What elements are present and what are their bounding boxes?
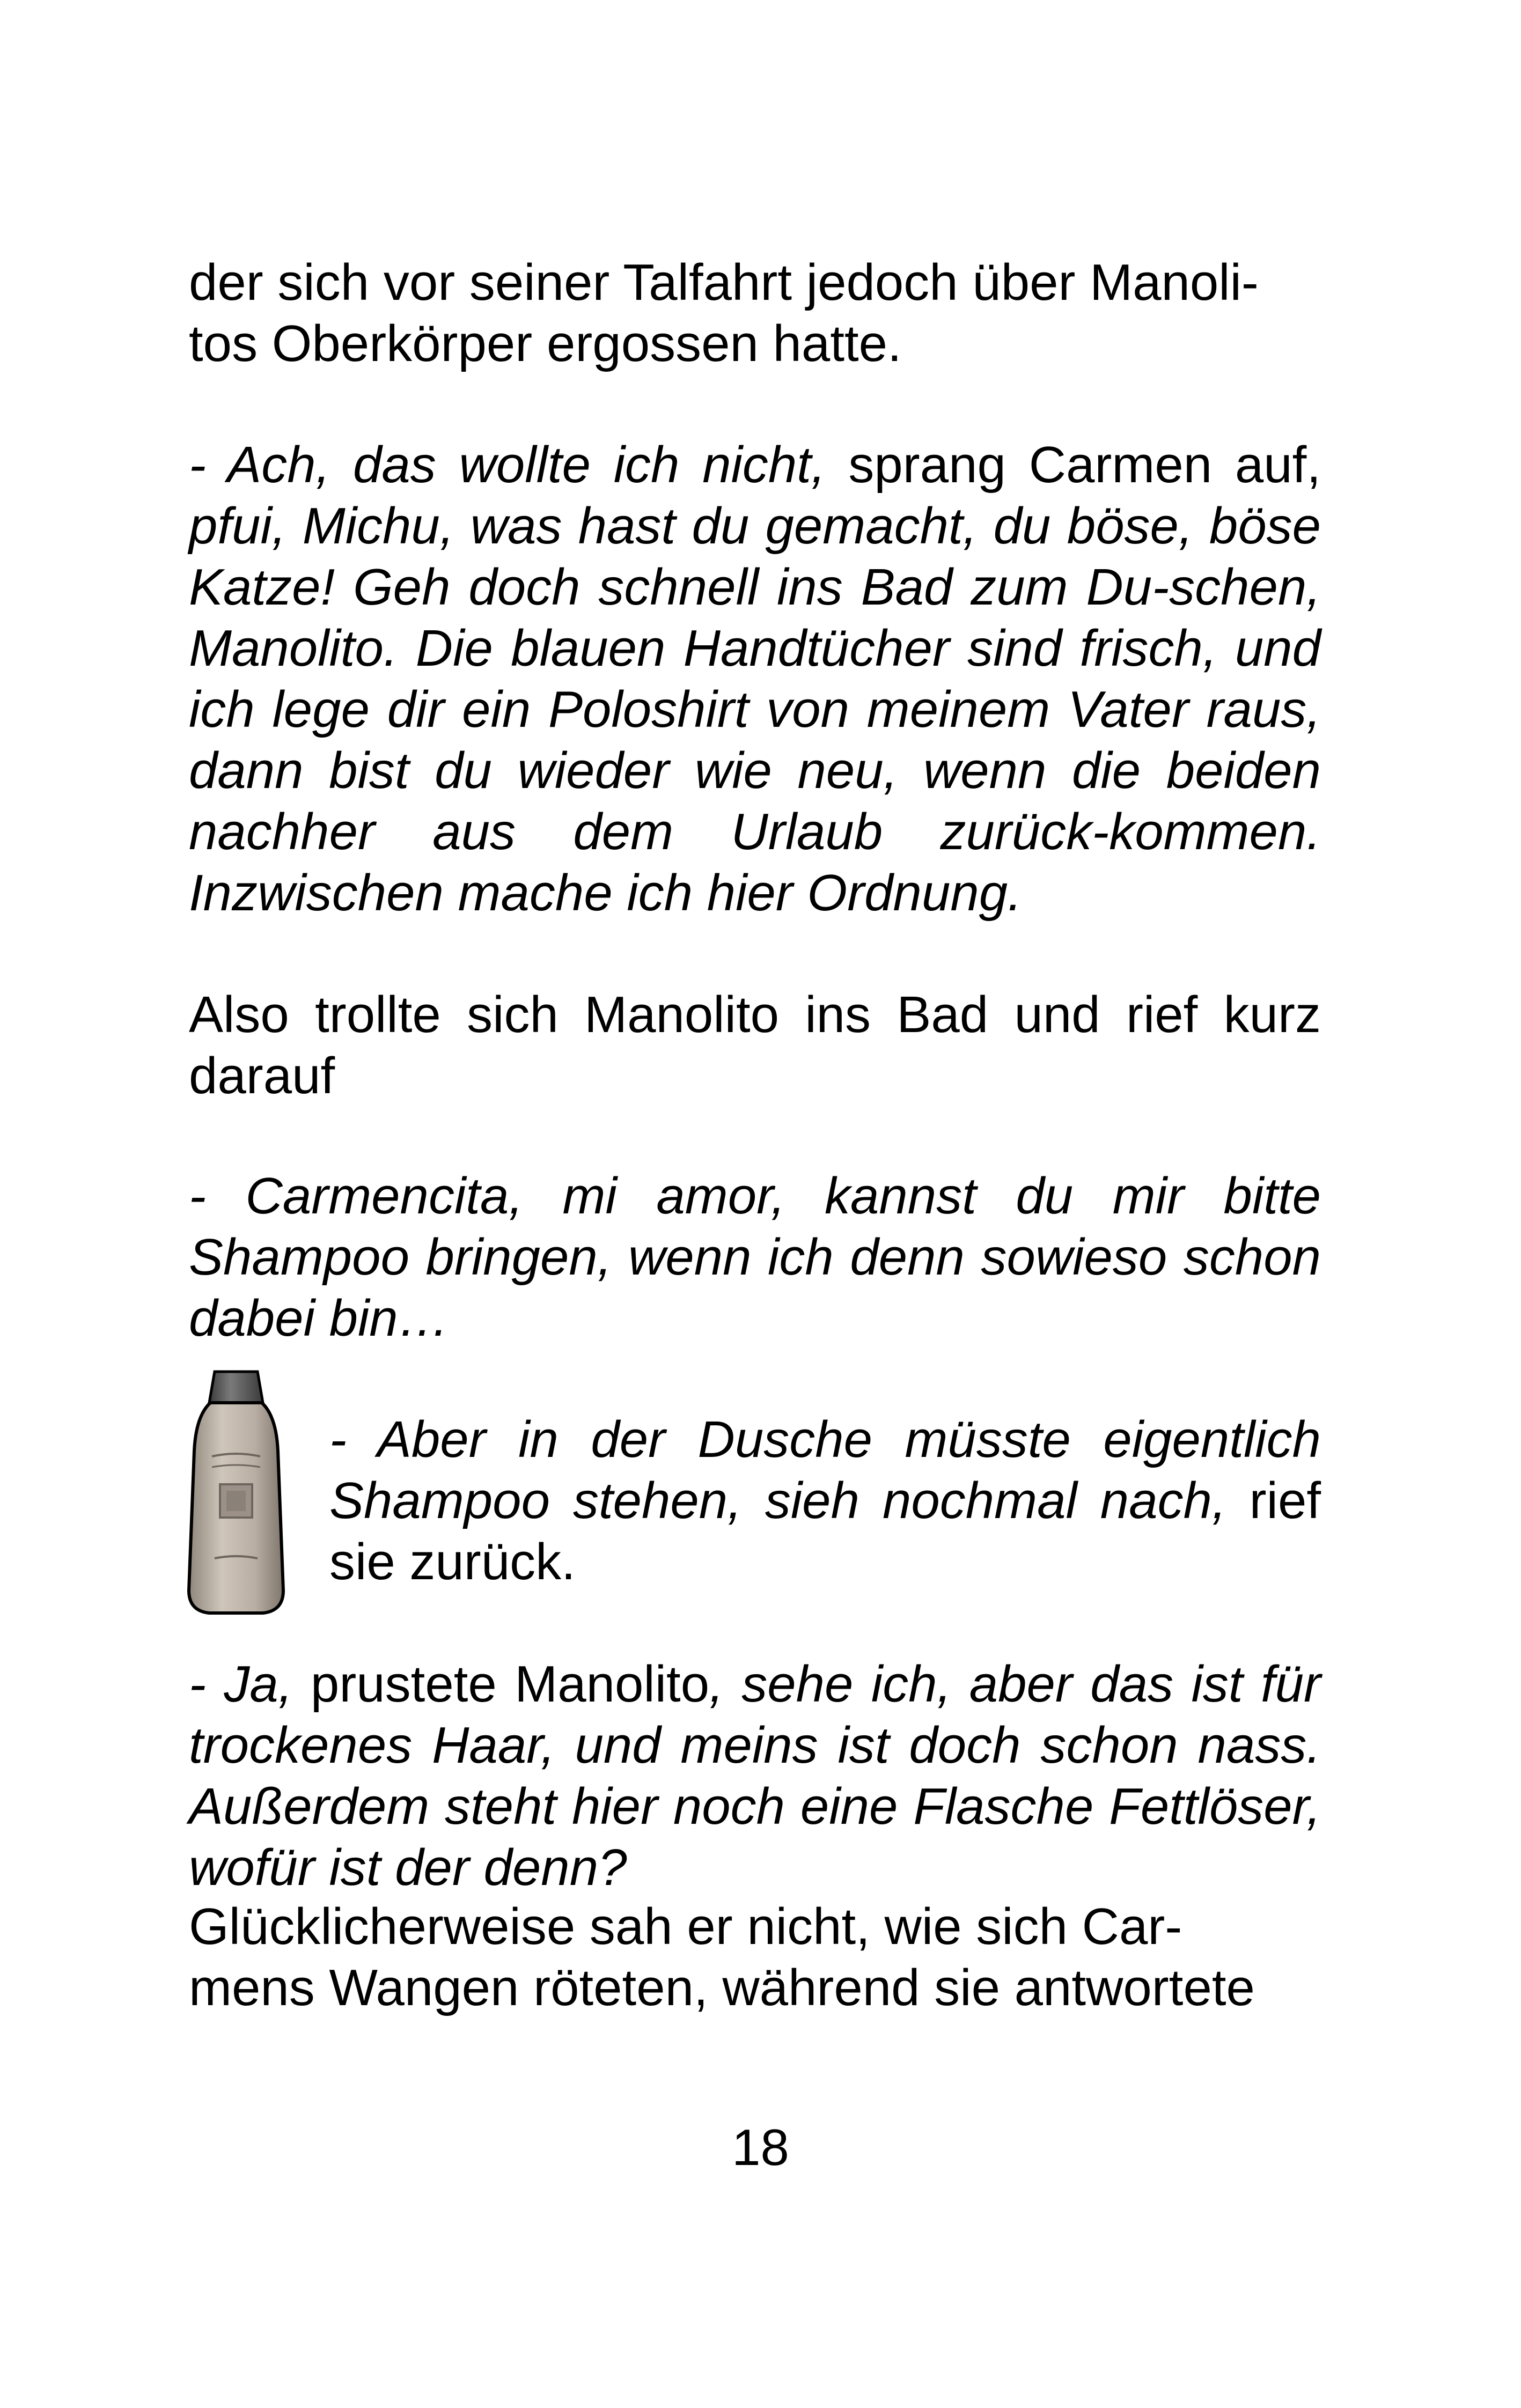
- text-line: Glücklicherweise sah er nicht, wie sich Car-: [189, 1898, 1182, 1955]
- paragraph-narration: [189, 984, 1321, 1107]
- text-line: tos Oberkörper ergossen hatte.: [189, 315, 902, 372]
- page-number: 18: [732, 2119, 789, 2176]
- paragraph-manolito-speech: [189, 1166, 1321, 1349]
- paragraph-narration-end: [189, 1896, 1321, 2019]
- dialogue-speech: , sehe ich, aber das ist für trockenes Haar, und meins ist doch schon nass. Außerdem steht hier noch eine Flasche Fettlöser, wofür ist der denn?: [189, 1655, 1321, 1896]
- dialogue-narration: sprang Carmen auf,: [825, 436, 1321, 494]
- dialogue-narration: rief sie zurück.: [329, 1472, 1321, 1590]
- dialogue-speech: - Aber in der Dusche müsste eigentlich Shampoo stehen, sieh nochmal nach,: [329, 1411, 1321, 1529]
- text-line: mens Wangen röteten, während sie antwortete: [189, 1959, 1255, 2016]
- paragraph-carmen-speech: [189, 435, 1321, 924]
- dialogue-speech: pfui, Michu, was hast du gemacht, du böse, böse Katze! Geh doch schnell ins Bad zum Du-schen, Manolito. Die blauen Handtücher sind frisch, und ich lege dir ein Poloshirt von meinem Vater raus, dann bist du wieder wie neu, wenn die beiden nachher aus dem Urlaub zurück-kommen. Inzwischen mache ich hier Ordnung.: [189, 497, 1321, 922]
- dialogue-narration: prustete Manolito: [292, 1655, 710, 1713]
- dialogue-speech: - Carmencita, mi amor, kannst du mir bitte Shampoo bringen, wenn ich denn sowieso schon dabei bin…: [189, 1167, 1321, 1347]
- dialogue-speech: - Ach, das wollte ich nicht,: [189, 436, 826, 494]
- text-line: der sich vor seiner Talfahrt jedoch über Manoli-: [189, 254, 1259, 311]
- dialogue-speech: - Ja,: [189, 1655, 293, 1713]
- paragraph-continuation: [189, 252, 1321, 374]
- paragraph-manolito-reply: [189, 1654, 1321, 1898]
- paragraph-carmen-reply: [329, 1409, 1321, 1593]
- narration-text: Also trollte sich Manolito ins Bad und rief kurz darauf: [189, 986, 1321, 1104]
- shampoo-bottle-icon: [182, 1365, 290, 1617]
